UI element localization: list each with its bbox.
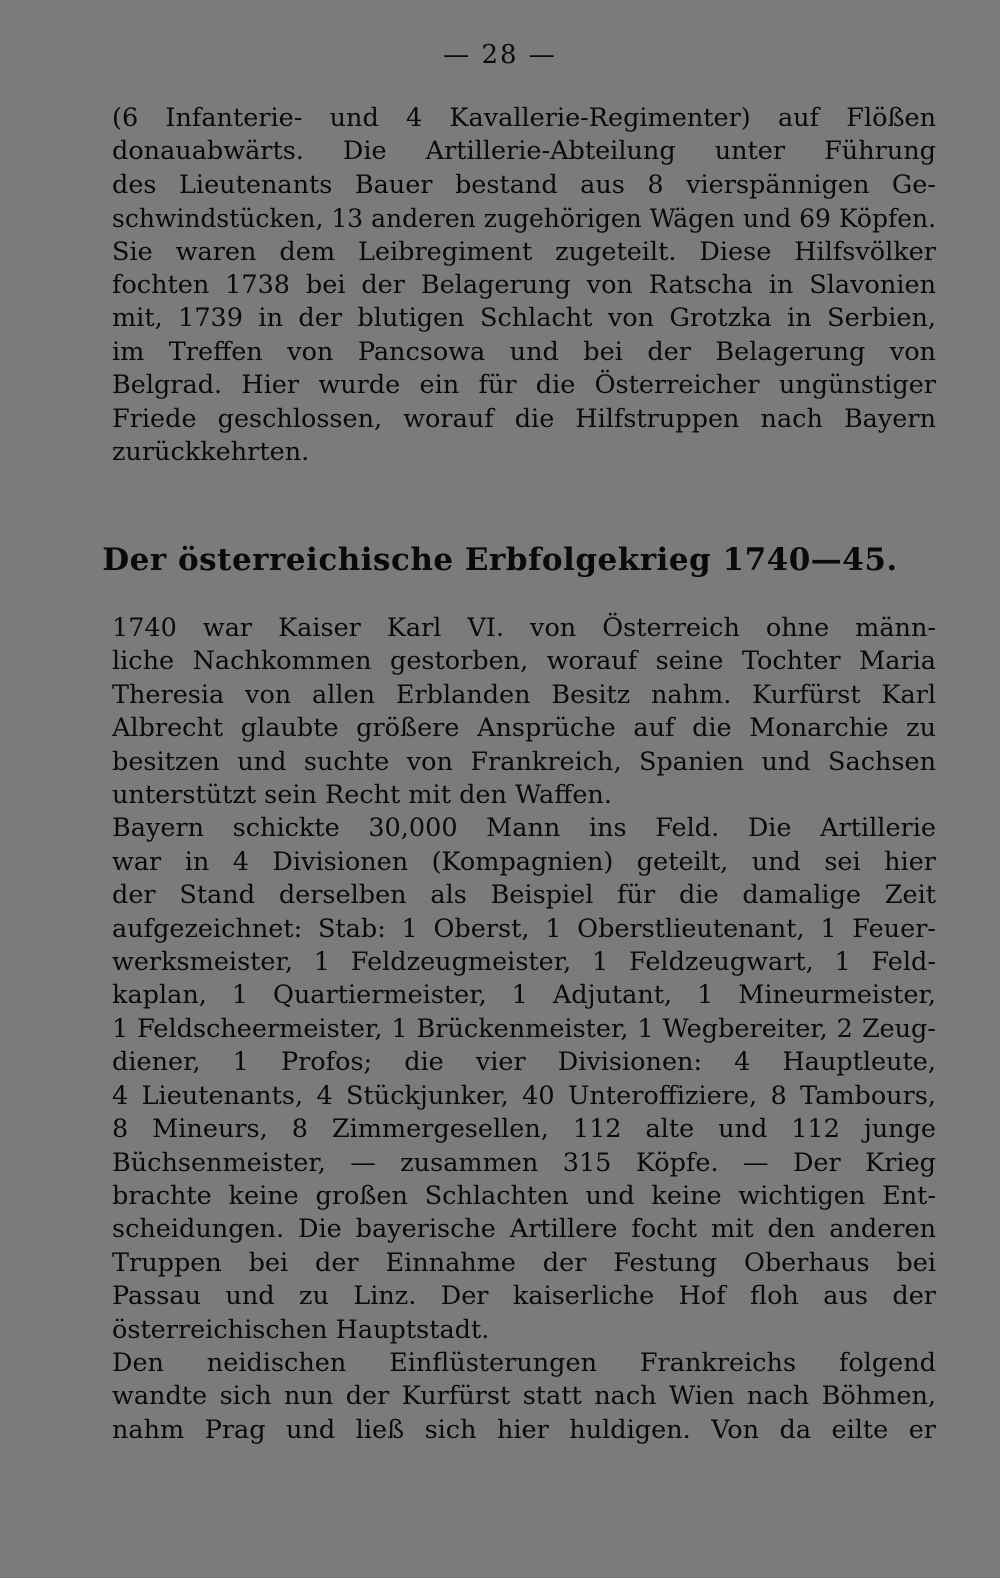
text-line: wandte sich nun der Kurfürst statt nach Wien nach Böhmen, xyxy=(112,1381,936,1412)
text-line: Den neidischen Einflüsterungen Frankreichs folgend xyxy=(112,1347,936,1378)
text-line: donauabwärts. Die Artillerie-Abteilung unter Führung xyxy=(112,136,936,167)
text-line: besitzen und suchte von Frankreich, Spanien und Sachsen xyxy=(112,746,936,777)
text-line: nahm Prag und ließ sich hier huldigen. Von da eilte er xyxy=(112,1414,936,1445)
text-line: (6 Infanterie- und 4 Kavallerie-Regimenter) auf Flößen xyxy=(112,103,936,133)
text-line: 8 Mineurs, 8 Zimmergesellen, 112 alte und 112 junge xyxy=(112,1114,936,1145)
text-line: 1 Feldscheermeister, 1 Brückenmeister, 1 Wegbereiter, 2 Zeug- xyxy=(112,1013,936,1044)
paragraph-auxiliary-troops xyxy=(112,102,936,469)
text-line: werksmeister, 1 Feldzeugmeister, 1 Feldzeugwart, 1 Feld- xyxy=(112,947,936,978)
text-line: liche Nachkommen gestorben, worauf seine Tochter Maria xyxy=(112,646,936,677)
text-line: diener, 1 Profos; die vier Divisionen: 4 Hauptleute, xyxy=(112,1047,936,1078)
text-line: Büchsenmeister, — zusammen 315 Köpfe. — Der Krieg xyxy=(112,1147,936,1178)
text-line: brachte keine großen Schlachten und keine wichtigen Ent- xyxy=(112,1180,936,1211)
text-line: Theresia von allen Erblanden Besitz nahm. Kurfürst Karl xyxy=(112,679,936,710)
text-line: war in 4 Divisionen (Kompagnien) geteilt, und sei hier xyxy=(112,846,936,877)
text-line: scheidungen. Die bayerische Artillere focht mit den anderen xyxy=(112,1214,936,1245)
text-line: 1740 war Kaiser Karl VI. von Österreich ohne männ- xyxy=(112,613,936,643)
text-line: österreichischen Hauptstadt. xyxy=(112,1314,490,1345)
text-line: Truppen bei der Einnahme der Festung Oberhaus bei xyxy=(112,1247,936,1278)
text-line: im Treffen von Pancsowa und bei der Belagerung von xyxy=(112,336,936,367)
text-line: Belgrad. Hier wurde ein für die Österreicher ungünstiger xyxy=(112,370,936,401)
text-line: Sie waren dem Leibregiment zugeteilt. Diese Hilfsvölker xyxy=(112,236,936,267)
text-line: fochten 1738 bei der Belagerung von Ratscha in Slavonien xyxy=(112,270,936,301)
text-line: mit, 1739 in der blutigen Schlacht von Grotzka in Serbien, xyxy=(112,303,936,334)
text-line: 4 Lieutenants, 4 Stückjunker, 40 Unteroffiziere, 8 Tambours, xyxy=(112,1080,936,1111)
section-heading: Der österreichische Erbfolgekrieg 1740—45. xyxy=(102,542,898,578)
text-line: schwindstücken, 13 anderen zugehörigen Wägen und 69 Köpfen. xyxy=(112,204,937,234)
text-line: Bayern schickte 30,000 Mann ins Feld. Die Artillerie xyxy=(112,813,936,844)
page-number: — 28 — xyxy=(443,40,557,70)
paragraph-succession-war xyxy=(112,612,936,1447)
text-line: Albrecht glaubte größere Ansprüche auf die Monarchie zu xyxy=(112,713,936,744)
text-line: der Stand derselben als Beispiel für die damalige Zeit xyxy=(112,880,936,911)
text-line: unterstützt sein Recht mit den Waffen. xyxy=(112,780,612,811)
text-line: aufgezeichnet: Stab: 1 Oberst, 1 Oberstlieutenant, 1 Feuer- xyxy=(112,913,936,944)
text-line: Passau und zu Linz. Der kaiserliche Hof floh aus der xyxy=(112,1281,936,1312)
text-line: Friede geschlossen, worauf die Hilfstruppen nach Bayern xyxy=(112,403,936,434)
text-line: kaplan, 1 Quartiermeister, 1 Adjutant, 1 Mineurmeister, xyxy=(112,980,936,1011)
text-line: zurückkehrten. xyxy=(112,437,310,468)
text-line: des Lieutenants Bauer bestand aus 8 vierspännigen Ge- xyxy=(112,169,936,200)
